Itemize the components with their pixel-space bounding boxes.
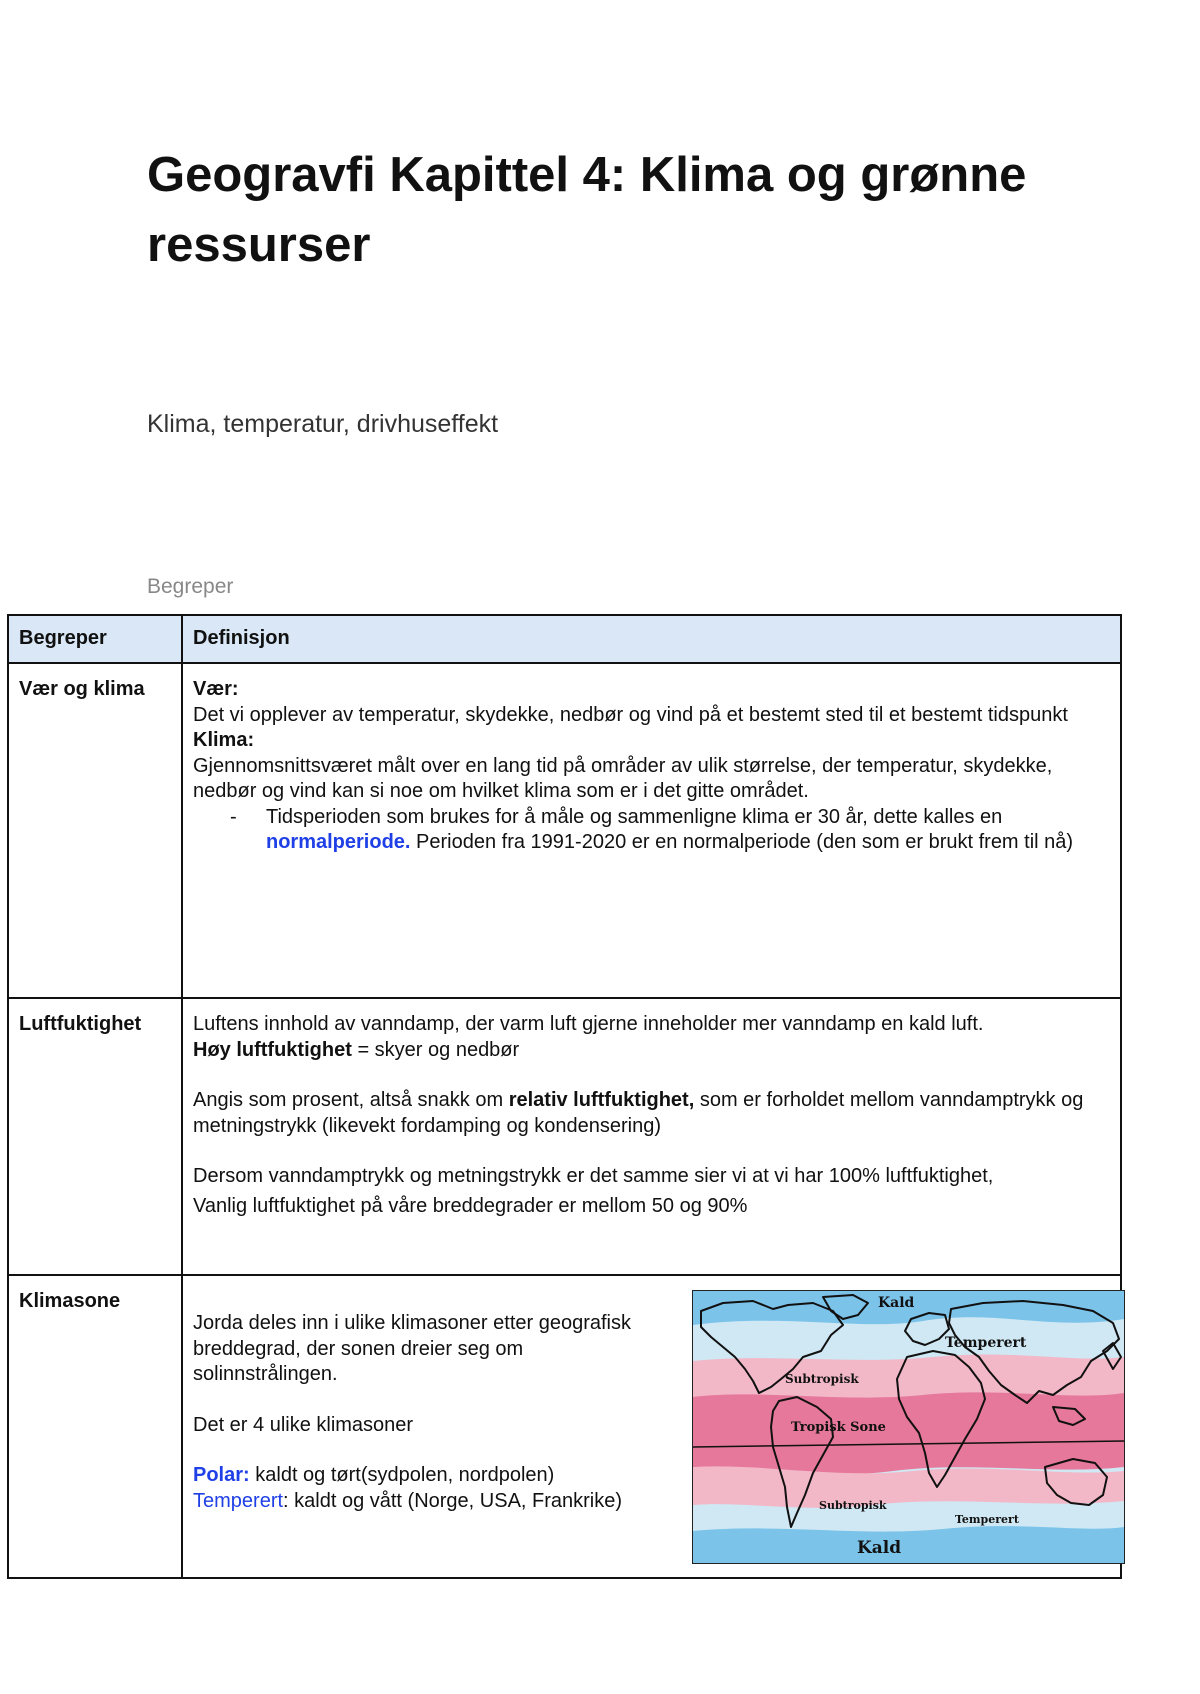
klimasone-intro: Jorda deles inn i ulike klimasoner etter geografisk breddegrad, der sonen dreier seg om solinnstrålingen. [193, 1312, 631, 1385]
climate-zone-map [692, 1290, 1125, 1564]
normalperiode-term: normalperiode. [266, 831, 411, 853]
header-term: Begreper [8, 615, 182, 663]
table-header-row [8, 615, 1121, 663]
bullet-dash: - [230, 805, 237, 828]
table-caption: Begreper [147, 575, 234, 598]
luftfuktighet-para3-line1: Dersom vanndamptrykk og metningstrykk er det samme sier vi at vi har 100% luftfuktighet, [193, 1165, 994, 1187]
table-row [8, 998, 1121, 1275]
luftfuktighet-line1: Luftens innhold av vanndamp, der varm luft gjerne inneholder mer vanndamp en kald luft. [193, 1013, 984, 1035]
map-label-temperert-top: Temperert [945, 1335, 1027, 1351]
map-label-kald-top: Kald [878, 1295, 915, 1311]
term-klimasone: Klimasone [8, 1275, 182, 1578]
relativ-luftfuktighet: relativ luftfuktighet, [508, 1089, 695, 1111]
bullet-text-1: Tidsperioden som brukes for å måle og sammenligne klima er 30 år, dette kalles en [266, 805, 1003, 828]
temperert-label: Temperert [193, 1489, 284, 1512]
para2-end: som er forholdet mellom vanndamptrykk og metningstrykk (likevekt fordamping og kondensering) [193, 1089, 1084, 1137]
term-vaer-og-klima: Vær og klima [8, 663, 182, 998]
luftfuktighet-para2 [193, 1088, 1110, 1139]
bullet-body [266, 805, 1110, 856]
document-title: Geogravfi Kapittel 4: Klima og grønne ressurser [147, 148, 1027, 272]
polar-text: kaldt og tørt(sydpolen, nordpolen) [255, 1464, 555, 1486]
map-label-kald-bottom: Kald [857, 1538, 902, 1558]
list-item [193, 805, 1110, 856]
definition-vaer-og-klima [182, 663, 1121, 998]
klimasone-text [193, 1289, 633, 1514]
definition-luftfuktighet [182, 998, 1121, 1275]
vaer-text: Det vi opplever av temperatur, skydekke, nedbør og vind på et bestemt sted til et bestemt tidspunkt [193, 703, 1068, 726]
para2-start: Angis som prosent, altså snakk om [193, 1089, 504, 1111]
document-subtitle: Klima, temperatur, drivhuseffekt [147, 410, 499, 438]
table-row [8, 663, 1121, 998]
luftfuktighet-line2 [193, 1038, 1110, 1064]
vaer-label: Vær: [193, 678, 239, 700]
term-luftfuktighet: Luftfuktighet [8, 998, 182, 1275]
header-definition: Definisjon [182, 615, 1121, 663]
klima-text: Gjennomsnittsværet målt over en lang tid på områder av ulik størrelse, der temperatur, skydekke, nedbør og vind kan si noe om hvilket klima som er i det gitte området. [193, 754, 1053, 802]
klima-label: Klima: [193, 729, 255, 751]
map-label-tropisk: Tropisk Sone [791, 1420, 886, 1435]
luftfuktighet-para3-line2: Vanlig luftfuktighet på våre breddegrader er mellom 50 og 90% [193, 1194, 748, 1217]
hoy-luftfuktighet-rest: = skyer og nedbør [357, 1038, 520, 1061]
temperert-text: : kaldt og vått (Norge, USA, Frankrike) [283, 1489, 623, 1512]
klimasone-count: Det er 4 ulike klimasoner [193, 1413, 414, 1436]
map-label-subtropisk-bottom: Subtropisk [819, 1499, 887, 1512]
klimasone-polar [193, 1463, 633, 1489]
map-label-temperert-bottom: Temperert [955, 1513, 1019, 1526]
polar-label: Polar: [193, 1464, 250, 1486]
cold-zone-south [693, 1526, 1124, 1563]
subtropical-zone-south [693, 1466, 1124, 1507]
hoy-luftfuktighet: Høy luftfuktighet [193, 1038, 352, 1061]
map-label-subtropisk-top: Subtropisk [785, 1372, 859, 1386]
bullet-text-2: Perioden fra 1991-2020 er en normalperiode (den som er brukt frem til nå) [416, 831, 1074, 853]
klimasone-temperert [193, 1489, 633, 1515]
climate-zone-map-graphic [693, 1291, 1124, 1563]
